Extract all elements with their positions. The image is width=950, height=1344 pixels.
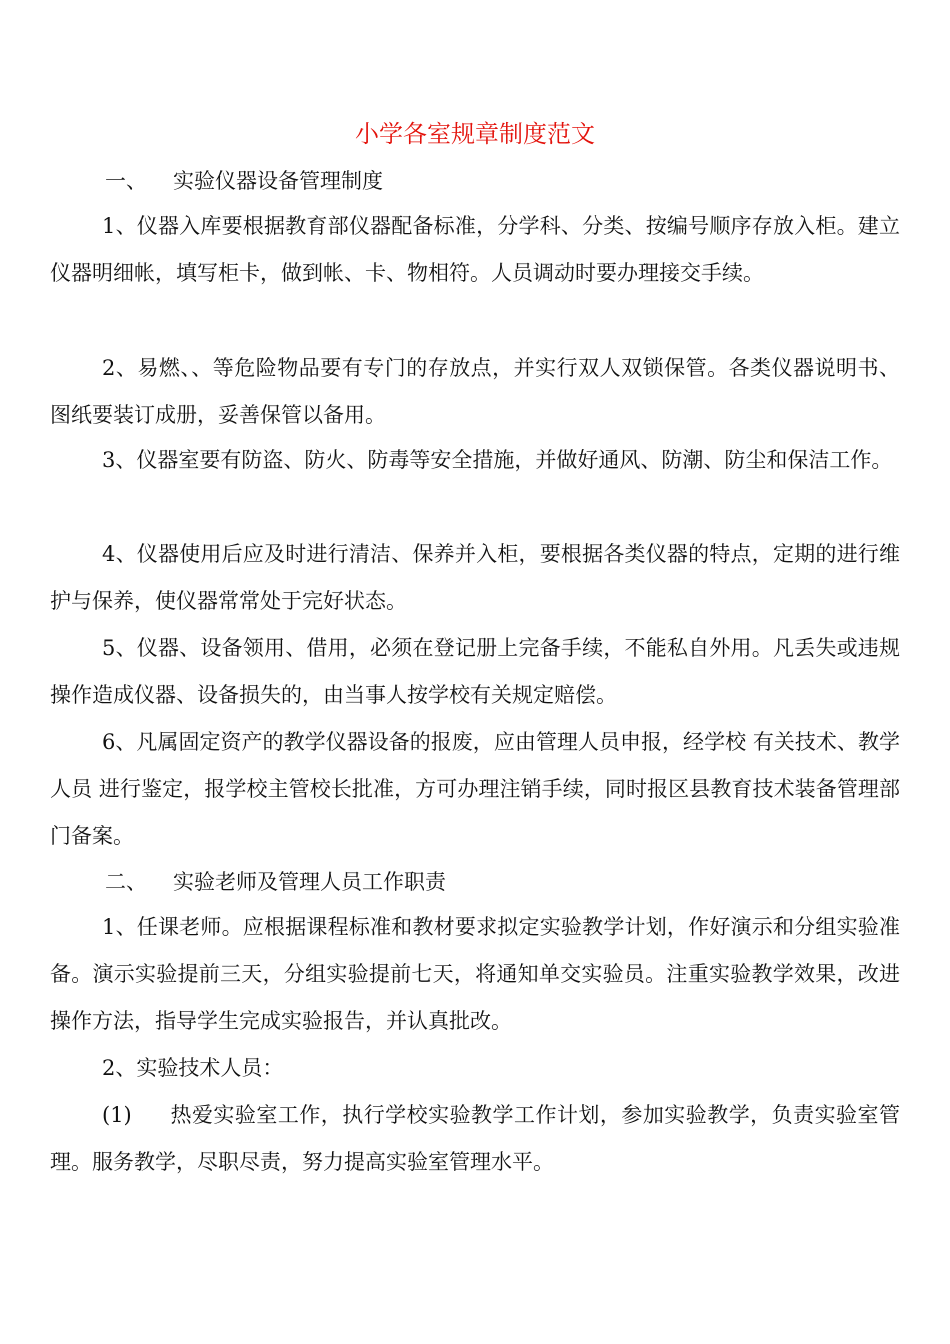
paragraph-text: 2、实验技术人员： [102, 1056, 284, 1080]
paragraph [50, 437, 900, 484]
paragraph-text: 1、任课老师。应根据课程标准和教材要求拟定实验教学计划，作好演示和分组实验准备。演示实验提前三天，分组实验提前七天，将通知单交实验员。注重实验教学效果，改进操作方法，指导学生完成实验报告，并认真批改。 [50, 915, 900, 1033]
paragraph-text: 6、凡属固定资产的教学仪器设备的报废，应由管理人员申报，经学校 有关技术、教学人员 进行鉴定，报学校主管校长批准，方可办理注销手续，同时报区县教育技术装备管理部门备案。 [50, 730, 900, 848]
paragraph-text: 5、仪器、设备领用、借用，必须在登记册上完备手续，不能私自外用。凡丢失或违规操作造成仪器、设备损失的，由当事人按学校有关规定赔偿。 [50, 636, 900, 707]
section-number: 一、 [105, 169, 147, 193]
section-number: 二、 [105, 870, 147, 894]
paragraph [50, 719, 900, 860]
item-number: (1) [102, 1103, 132, 1127]
paragraph [50, 625, 900, 719]
paragraph [50, 531, 900, 625]
paragraph-text: 4、仪器使用后应及时进行清洁、保养并入柜，要根据各类仪器的特点，定期的进行维护与保养，使仪器常常处于完好状态。 [50, 542, 900, 613]
section-title: 实验老师及管理人员工作职责 [173, 870, 446, 894]
section-heading-1 [105, 158, 383, 205]
item-text: 热爱实验室工作，执行学校实验教学工作计划，参加实验教学，负责实验室管理。服务教学，尽职尽责，努力提高实验室管理水平。 [50, 1103, 900, 1174]
section-title: 实验仪器设备管理制度 [173, 169, 383, 193]
paragraph-text: 2、易燃、、等危险物品要有专门的存放点，并实行双人双锁保管。各类仪器说明书、图纸要装订成册，妥善保管以备用。 [50, 356, 900, 427]
paragraph [50, 1045, 900, 1092]
paragraph-text: 3、仪器室要有防盗、防火、防毒等安全措施，并做好通风、防潮、防尘和保洁工作。 [102, 448, 893, 472]
document-title: 小学各室规章制度范文 [355, 120, 595, 148]
paragraph [50, 203, 900, 297]
section-heading-2 [105, 859, 446, 906]
numbered-item [50, 1092, 900, 1186]
paragraph [50, 345, 900, 439]
paragraph-text: 1、仪器入库要根据教育部仪器配备标准，分学科、分类、按编号顺序存放入柜。建立仪器明细帐，填写柜卡，做到帐、卡、物相符。人员调动时要办理接交手续。 [50, 214, 900, 285]
paragraph [50, 904, 900, 1045]
